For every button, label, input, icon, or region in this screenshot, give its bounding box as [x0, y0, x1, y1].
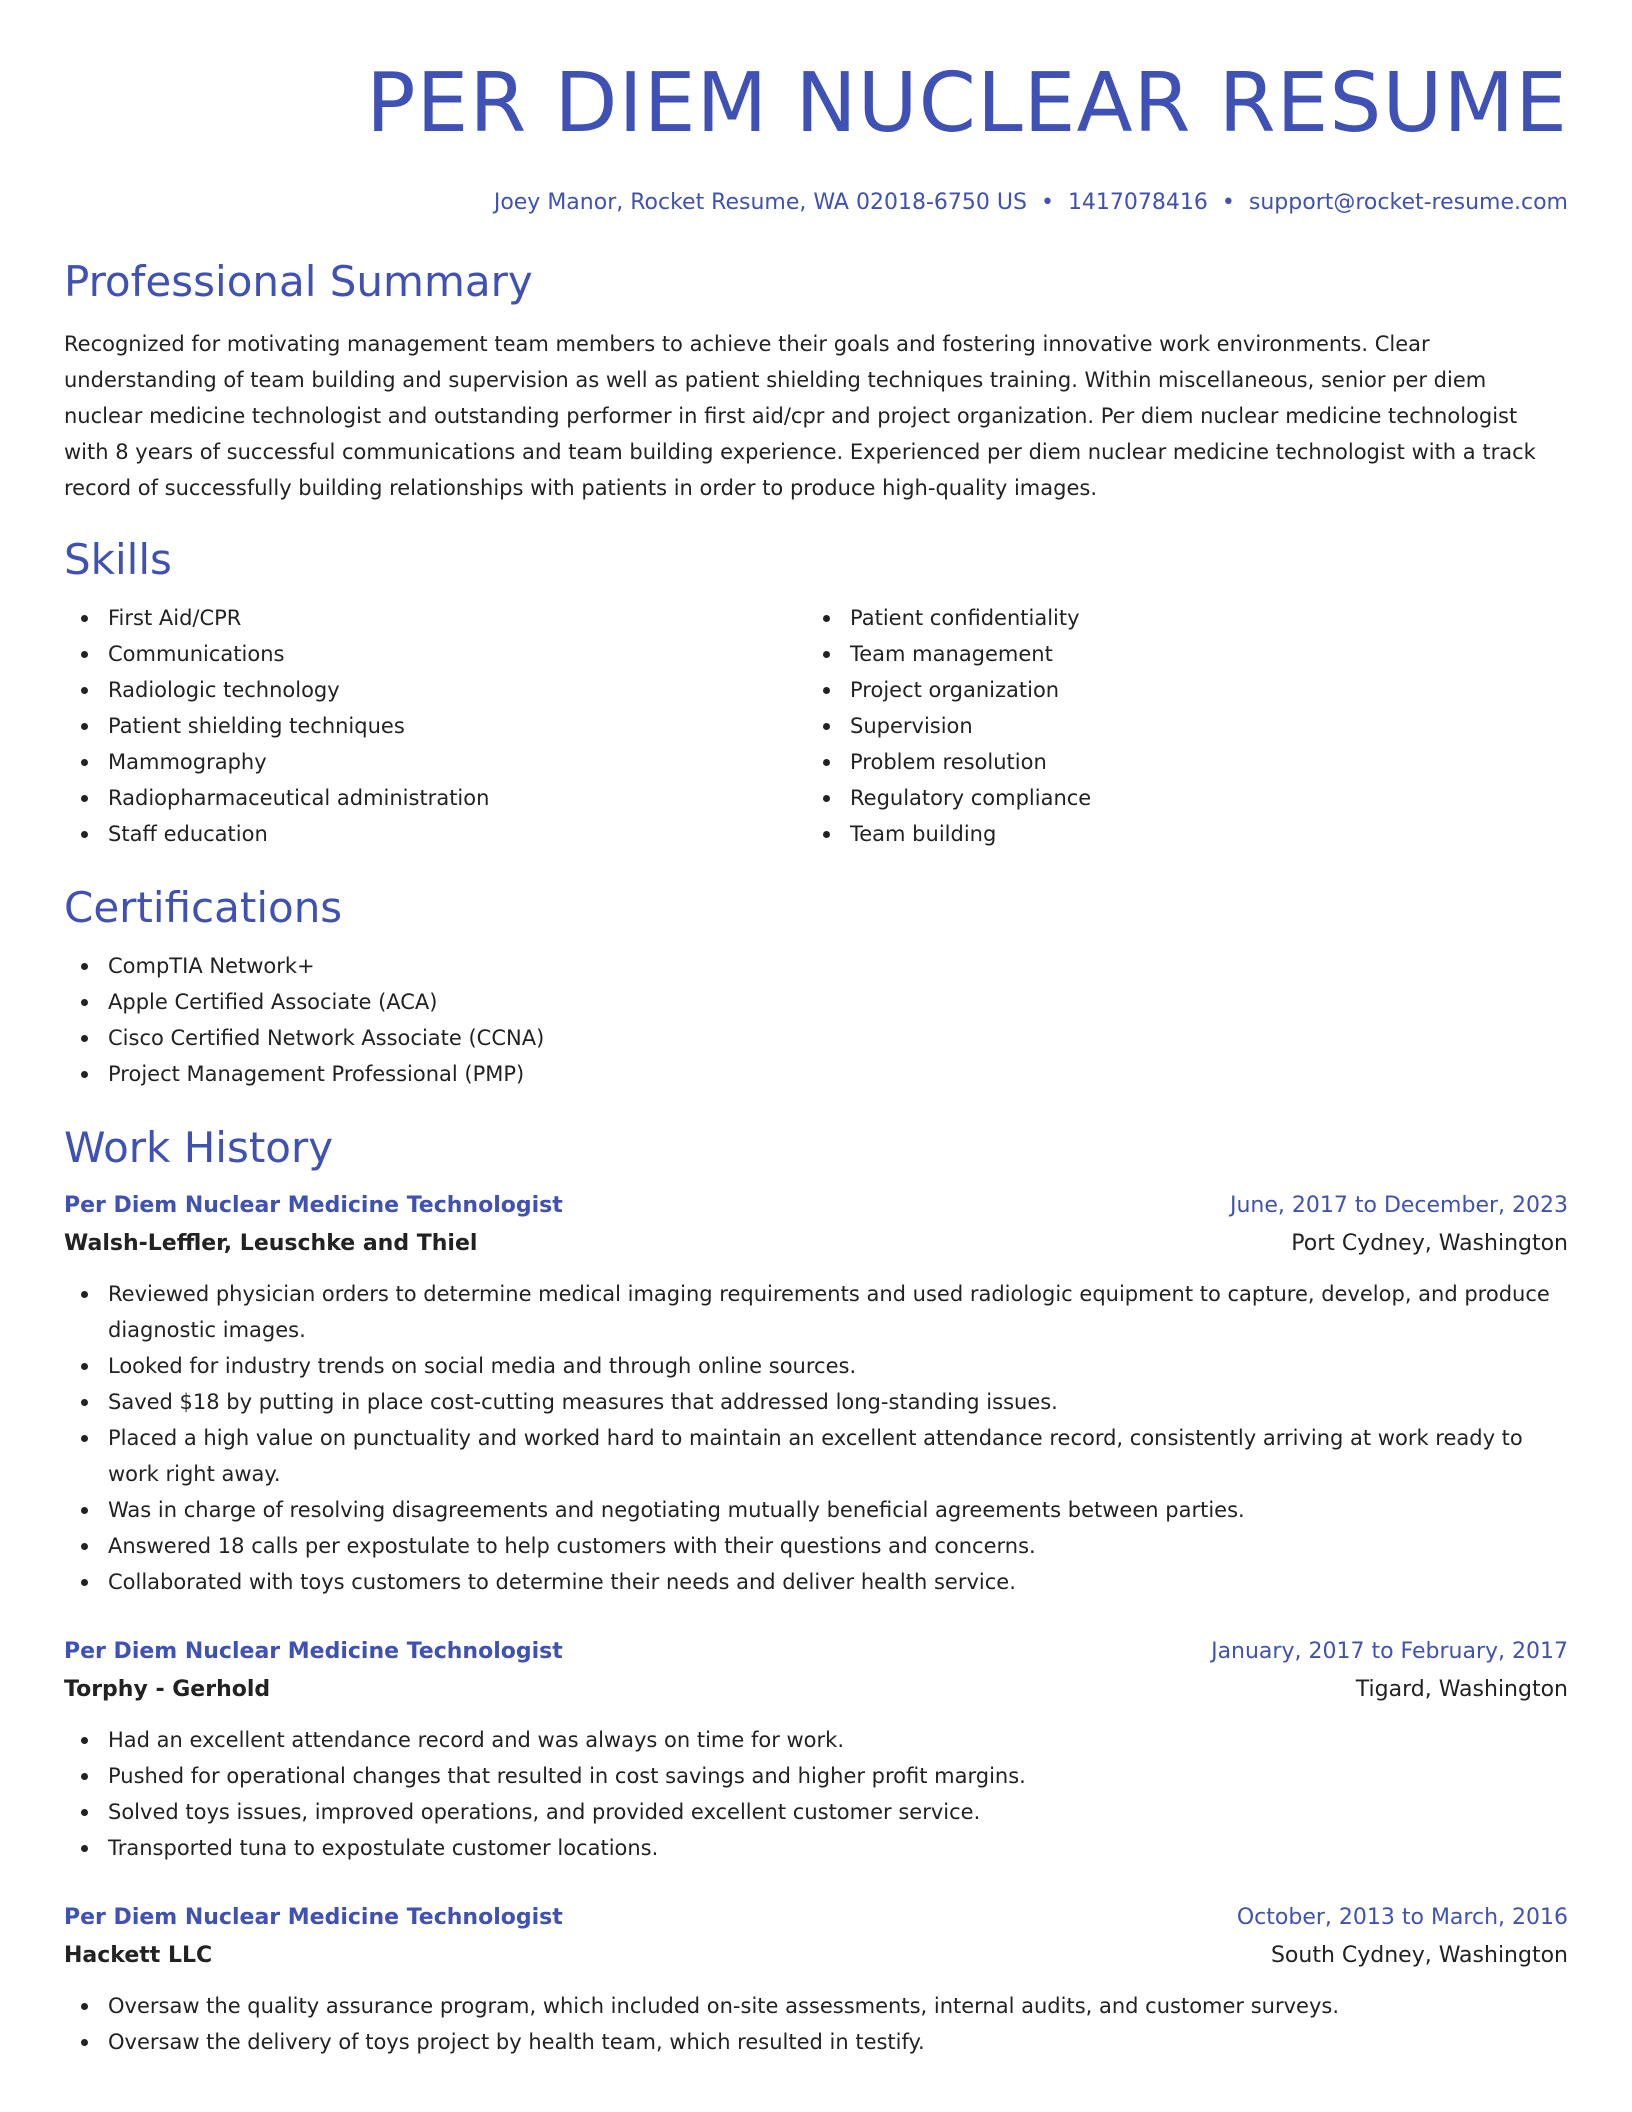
job-company: Torphy - Gerhold [64, 1677, 271, 1702]
job-bullets [64, 1722, 1568, 1866]
skill-item: Supervision [850, 708, 1548, 744]
job-bullets [64, 1988, 1568, 2060]
certification-item: Apple Certified Associate (ACA) [108, 984, 1568, 1020]
skills-column-left [64, 600, 806, 852]
certifications-list [64, 948, 1568, 1092]
job-bullet: Looked for industry trends on social media and through online sources. [108, 1348, 1568, 1384]
job-bullet: Reviewed physician orders to determine medical imaging requirements and used radiologic equipment to capture, develop, and produce diagnostic images. [108, 1276, 1568, 1348]
job-bullet: Placed a high value on punctuality and worked hard to maintain an excellent attendance record, consistently arriving at work ready to work right away. [108, 1420, 1568, 1492]
job-bullet: Transported tuna to expostulate customer locations. [108, 1830, 1568, 1866]
resume-title: PER DIEM NUCLEAR RESUME [366, 56, 1568, 151]
job-employer-row [64, 1936, 1568, 1976]
job-entry [64, 1900, 1568, 2060]
skill-item: Mammography [108, 744, 806, 780]
job-dates: June, 2017 to December, 2023 [1229, 1193, 1568, 1218]
job-entry [64, 1188, 1568, 1600]
skill-item: Team management [850, 636, 1548, 672]
skills-list-right [806, 600, 1548, 852]
job-bullet: Solved toys issues, improved operations, and provided excellent customer service. [108, 1794, 1568, 1830]
skill-item: Regulatory compliance [850, 780, 1548, 816]
job-bullet: Was in charge of resolving disagreements and negotiating mutually beneficial agreements between parties. [108, 1492, 1568, 1528]
job-location: Tigard, Washington [1355, 1677, 1568, 1702]
skills-heading: Skills [64, 535, 172, 584]
job-location: Port Cydney, Washington [1291, 1231, 1568, 1256]
job-bullet: Answered 18 calls per expostulate to help customers with their questions and concerns. [108, 1528, 1568, 1564]
certification-item: CompTIA Network+ [108, 948, 1568, 984]
job-company: Hackett LLC [64, 1943, 213, 1968]
job-header-row [64, 1900, 1568, 1936]
summary-text: Recognized for motivating management team members to achieve their goals and fostering innovative work environments. Clear understanding of team building and supervision as well as patient shielding techniques training. Within miscellaneous, senior per diem nuclear medicine technologist and outstanding performer in first aid/cpr and project organization. Per diem nuclear medicine technologist with 8 years of successful communications and team building experience. Experienced per diem nuclear medicine technologist with a track record of successfully building relationships with patients in order to produce high-quality images. [64, 332, 1536, 500]
contact-phone[interactable]: 1417078416 [1067, 190, 1208, 215]
job-title: Per Diem Nuclear Medicine Technologist [64, 1193, 563, 1218]
skill-item: Team building [850, 816, 1548, 852]
job-bullet: Pushed for operational changes that resulted in cost savings and higher profit margins. [108, 1758, 1568, 1794]
job-location: South Cydney, Washington [1270, 1943, 1568, 1968]
work-history-heading: Work History [64, 1123, 334, 1172]
job-bullet: Saved $18 by putting in place cost-cutting measures that addressed long-standing issues. [108, 1384, 1568, 1420]
skills-column-right [806, 600, 1548, 852]
job-title: Per Diem Nuclear Medicine Technologist [64, 1905, 563, 1930]
skills-list-left [64, 600, 806, 852]
job-employer-row [64, 1670, 1568, 1710]
skill-item: Communications [108, 636, 806, 672]
skill-item: Radiologic technology [108, 672, 806, 708]
contact-separator: • [1221, 190, 1235, 215]
certifications-heading: Certifications [64, 883, 343, 932]
contact-address: Joey Manor, Rocket Resume, WA 02018-6750 US [493, 190, 1027, 215]
certification-item: Cisco Certified Network Associate (CCNA) [108, 1020, 1568, 1056]
skill-item: Patient shielding techniques [108, 708, 806, 744]
skill-item: Project organization [850, 672, 1548, 708]
skill-item: Problem resolution [850, 744, 1548, 780]
job-title: Per Diem Nuclear Medicine Technologist [64, 1639, 563, 1664]
job-bullet: Oversaw the delivery of toys project by health team, which resulted in testify. [108, 2024, 1568, 2060]
contact-email[interactable]: support@rocket-resume.com [1248, 190, 1568, 215]
job-bullet: Collaborated with toys customers to determine their needs and deliver health service. [108, 1564, 1568, 1600]
contact-line [64, 188, 1568, 218]
summary-heading: Professional Summary [64, 257, 533, 306]
job-dates: January, 2017 to February, 2017 [1211, 1639, 1568, 1664]
job-header-row [64, 1634, 1568, 1670]
job-bullets [64, 1276, 1568, 1600]
job-employer-row [64, 1224, 1568, 1264]
job-dates: October, 2013 to March, 2016 [1236, 1905, 1568, 1930]
job-entry [64, 1634, 1568, 1866]
skill-item: Patient confidentiality [850, 600, 1548, 636]
skill-item: Staff education [108, 816, 806, 852]
job-bullet: Oversaw the quality assurance program, which included on-site assessments, internal audits, and customer surveys. [108, 1988, 1568, 2024]
job-bullet: Had an excellent attendance record and was always on time for work. [108, 1722, 1568, 1758]
certification-item: Project Management Professional (PMP) [108, 1056, 1568, 1092]
job-header-row [64, 1188, 1568, 1224]
job-company: Walsh-Leffler, Leuschke and Thiel [64, 1231, 478, 1256]
skill-item: Radiopharmaceutical administration [108, 780, 806, 816]
skill-item: First Aid/CPR [108, 600, 806, 636]
contact-separator: • [1040, 190, 1054, 215]
skills-columns [64, 600, 1568, 852]
